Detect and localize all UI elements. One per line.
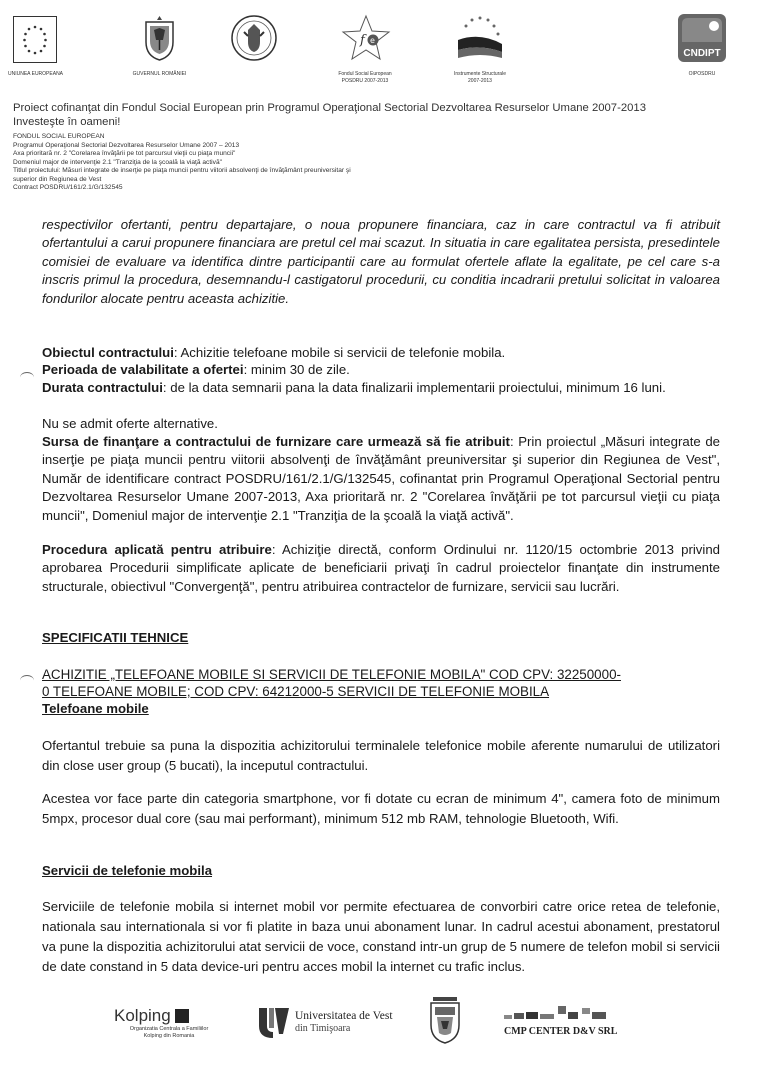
kolping-k-icon [175, 1009, 189, 1023]
slogan: Investeşte în oameni! [13, 116, 121, 128]
project-line: Proiect cofinanţat din Fondul Social European prin Programul Operaţional Sectorial Dezvoltarea Resurselor Umane 2007-2013 [13, 102, 646, 114]
instr-caption-2: 2007-2013 [468, 78, 492, 84]
fund-line: Contract POSDRU/161/2.1/G/132545 [13, 184, 123, 191]
fund-line: Domeniul major de intervenţie 2.1 "Tranziţia de la şcoală la viaţă activă" [13, 158, 222, 166]
city-coat-of-arms-icon [427, 995, 463, 1045]
telefoane-paragraph-1: Ofertantul trebuie sa puna la dispozitia achizitorului terminalele telefonice mobile aferente numarului de utilizatori din close user group (5 bucati), la inceputul contractului. [42, 738, 720, 773]
spec-title-line2: 0 TELEFOANE MOBILE; COD CPV: 64212000-5 SERVICII DE TELEFONIE MOBILA [42, 684, 550, 699]
ministry-seal-icon [230, 14, 278, 62]
fund-line: Titlul proiectului: Măsuri integrate de inserţie pe piaţa muncii pentru viitorii absolvenţi de învăţământ preuniversitar şi [13, 167, 351, 174]
no-alternatives: Nu se admit oferte alternative. [42, 416, 218, 431]
cndipt-logo-text: CNDIPT [683, 48, 721, 59]
fund-info-block [13, 133, 351, 193]
funding-source [42, 433, 720, 525]
instr-caption-1: Instrumente Structurale [454, 71, 506, 77]
spec-title-line1: ACHIZITIE „TELEFOANE MOBILE SI SERVICII DE TELEFONIE MOBILA" COD CPV: 32250000- [42, 667, 621, 682]
spec-heading: SPECIFICATII TEHNICE [42, 630, 189, 645]
telefoane-paragraph-2: Acestea vor face parte din categoria smartphone, vor fi dotate cu ecran de minimum 4", camera foto de minimum 5mpx, procesor dual core (sau mai performant), minimum 512 mb RAM, tehnologie Bluetooth, Wifi. [42, 791, 720, 826]
fse-caption-2: POSDRU 2007-2013 [341, 78, 389, 84]
contract-object [42, 344, 720, 362]
servicii-heading: Servicii de telefonie mobila [42, 863, 213, 878]
perioada-label: Perioada de valabilitate a ofertei [42, 362, 244, 377]
margin-mark [20, 372, 34, 383]
procedura-value: : Achiziţie directă, conform Ordinului nr. 1120/15 octombrie 2013 privind aprobarea Procedurii simplificate aplicate de beneficiarii privaţi în cadrul proiectelor finanţate din instrumente structurale, obiectivul "Convergenţă", pentru atribuirea contractelor de furnizare, servicii sau lucrări. [42, 542, 720, 594]
intro-paragraph: respectivilor ofertanti, pentru departajare, o noua propunere financiara, caz in care contractul va fi atribuit ofertantului a carui propunere financiara are pretul cel mai scazut. In situatia in care egalitatea persista, presedintele comisiei de evaluare va identifica dintre participantii care au formulat ofertele aflate la egalitate, pe cel care s-a inscris primul la procedura, desemnandu-l castigatorul procedurii, cu conditia incadrarii pretului solicitat in valoarea fondurilor alocate pentru aceasta achizitie. [42, 217, 720, 306]
award-procedure [42, 541, 720, 596]
uvt-sub: din Timişoara [295, 1023, 351, 1034]
romanian-government-coat-of-arms-icon [142, 14, 177, 62]
cmp-blocks-icon [504, 1006, 608, 1022]
structural-instruments-logo [452, 14, 508, 64]
oiposdru-caption: OIPOSDRU [688, 71, 716, 77]
cmp-center-logo [502, 1006, 622, 1040]
fse-star-logo [340, 14, 392, 62]
margin-mark [20, 675, 34, 686]
fund-line: FONDUL SOCIAL EUROPEAN [13, 133, 105, 140]
uvt-logo [257, 1004, 407, 1040]
fund-line: Axa prioritară nr. 2 "Corelarea învăţării pe tot parcursul vieţii cu piaţa muncii" [13, 150, 236, 157]
cndipt-logo [678, 14, 726, 62]
procedura-label: Procedura aplicată pentru atribuire [42, 542, 272, 557]
contract-duration [42, 379, 720, 397]
servicii-paragraph-1: Serviciile de telefonie mobila si internet mobil vor permite efectuarea de convorbiri catre orice retea de telefonie, nationala sau internationala si vor fi platite in baza unui abonament lunar. In cadrul acestui abonament, prestatorul va pune la dispozitia achizitorului atat servicii de voce, constand intr-un grup de 5 numere de telefon mobil si servicii de date constand in 5 data device-uri pentru acces mobil la internet cu trafic inclus. [42, 899, 720, 974]
obiect-value: : Achizitie telefoane mobile si servicii de telefonie mobila. [173, 345, 506, 360]
svg-text:f: f [360, 33, 365, 48]
telefoane-heading: Telefoane mobile [42, 701, 149, 716]
eu-flag-logo [13, 16, 57, 63]
fund-line: Programul Operaţional Sectorial Dezvoltarea Resurselor Umane 2007 – 2013 [13, 141, 240, 149]
perioada-value: : minim 30 de zile. [243, 362, 350, 377]
durata-value: : de la data semnarii pana la data finalizarii implementarii proiectului, minimum 16 luni. [162, 380, 666, 395]
sursa-label: Sursa de finanţare a contractului de furnizare care urmează să fie atribuit [42, 434, 510, 449]
offer-validity [42, 361, 720, 379]
fse-caption-1: Fondul Social European [338, 71, 392, 77]
kolping-sub1: Organizatia Centrala a Familiilor [129, 1026, 209, 1032]
kolping-logo [114, 1006, 224, 1040]
svg-text:e: e [370, 36, 375, 45]
durata-label: Durata contractului [42, 380, 163, 395]
fund-line: superior din Regiunea de Vest [13, 175, 102, 183]
kolping-sub2: Kolping din Romania [143, 1033, 195, 1039]
cmp-name: CMP CENTER D&V SRL [504, 1026, 618, 1037]
kolping-name: Kolping [114, 1006, 171, 1025]
uvt-emblem-icon [257, 1004, 291, 1038]
eu-caption: UNIUNEA EUROPEANA [8, 71, 64, 77]
obiect-label: Obiectul contractului [42, 345, 174, 360]
uvt-name: Universitatea de Vest [295, 1010, 393, 1022]
gov-caption: GUVERNUL ROMÂNIEI [132, 71, 187, 77]
sursa-value: : Prin proiectul „Măsuri integrate de inserţie pe piaţa muncii pentru viitorii absolvenţi de învăţământ preuniversitar şi superior din Regiunea de Vest", Număr de identificare contract POSDRU/161/2.1/G/132545, cofinantat prin Programul Operaţional Sectorial pentru Dezvoltarea Resurselor Umane 2007-2013, Axa prioritară nr. 2 "Corelarea învăţării pe tot parcursul vieţii cu piaţa muncii", Domeniul major de intervenţie 2.1 "Tranziţia de la şcoală la viaţă activă". [42, 434, 720, 523]
